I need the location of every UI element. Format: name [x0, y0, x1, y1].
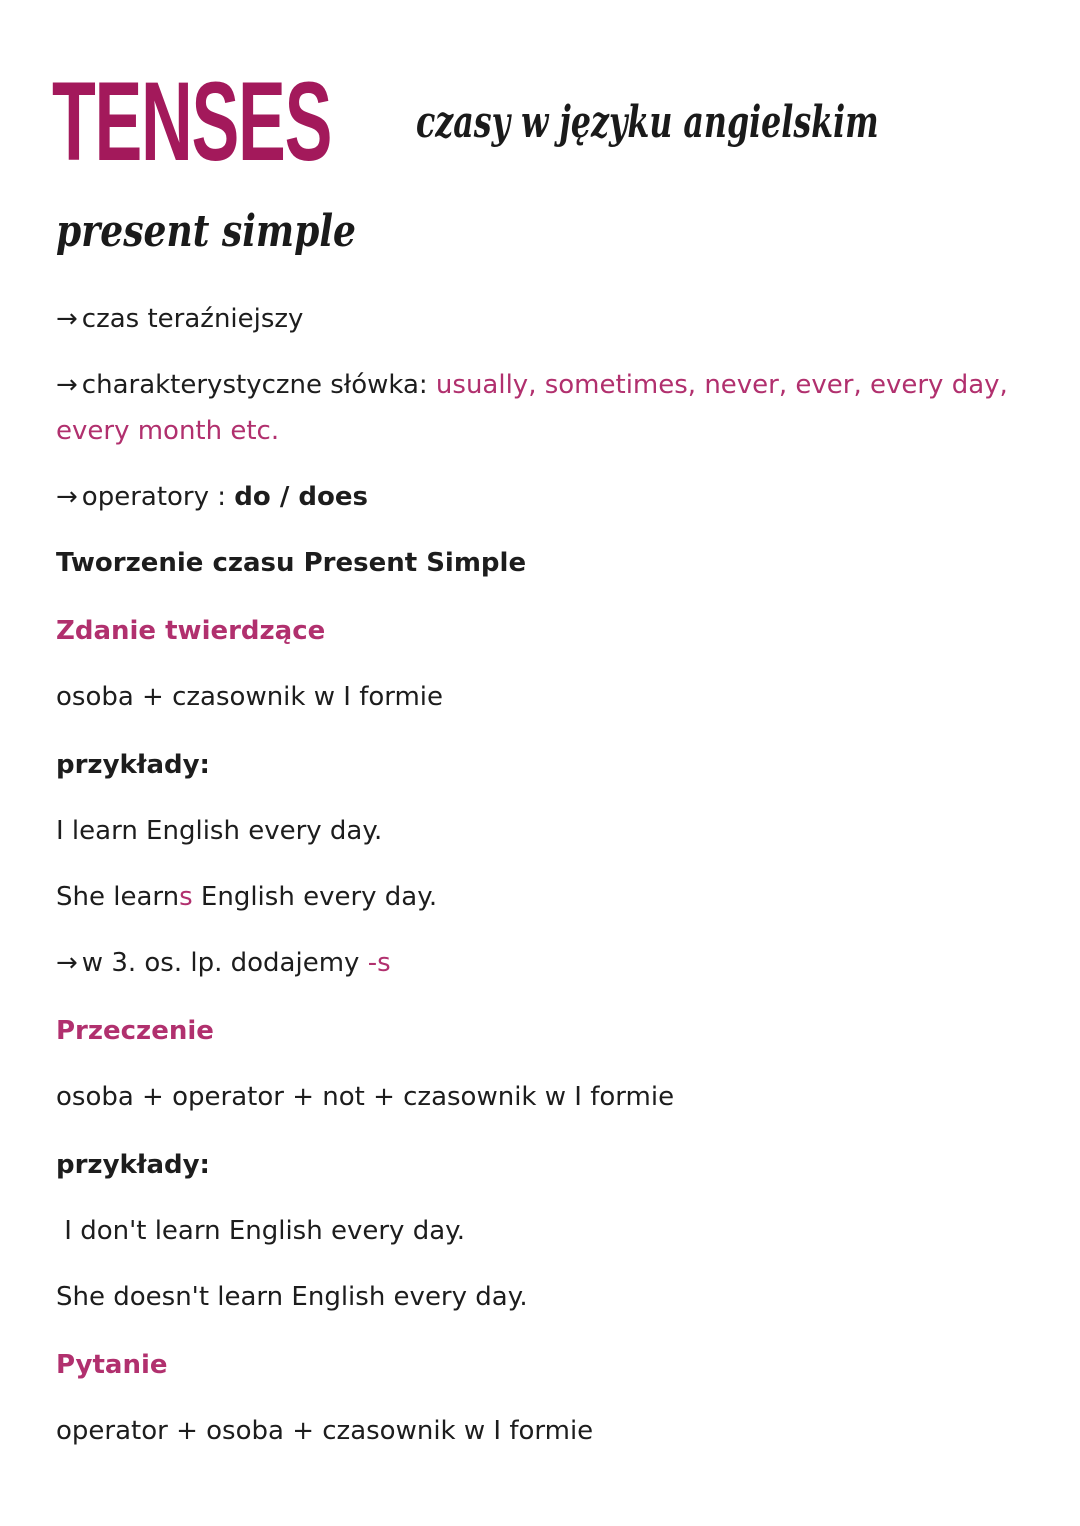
tense-name-line — [56, 302, 303, 336]
third-person-note — [56, 946, 391, 980]
operators-value: do / does — [234, 482, 368, 512]
arrow-icon: → — [56, 948, 78, 978]
negative-example-2: She doesn't learn English every day. — [56, 1282, 528, 1312]
affirmative-heading: Zdanie twierdzące — [56, 616, 326, 646]
example-text: English every day. — [192, 882, 438, 912]
keywords-list-continued: every month etc. — [56, 416, 280, 446]
arrow-icon: → — [56, 370, 78, 400]
note-text: w 3. os. lp. dodajemy — [81, 948, 368, 978]
page-subtitle: czasy w języku angielskim — [416, 97, 879, 148]
negative-heading: Przeczenie — [56, 1016, 214, 1046]
negative-examples-label: przykłady: — [56, 1150, 210, 1180]
keywords-line — [56, 368, 1008, 402]
operators-label: operatory : — [81, 482, 235, 512]
question-formula: operator + osoba + czasownik w I formie — [56, 1416, 594, 1446]
affirmative-examples-label: przykłady: — [56, 750, 210, 780]
affirmative-example-2 — [56, 880, 437, 914]
note-highlight: -s — [367, 948, 391, 978]
page-title: TENSES — [52, 59, 332, 184]
negative-formula: osoba + operator + not + czasownik w I formie — [56, 1082, 675, 1112]
question-heading: Pytanie — [56, 1350, 168, 1380]
affirmative-example-1: I learn English every day. — [56, 816, 383, 846]
section-title: present simple — [56, 206, 357, 257]
tense-name: czas teraźniejszy — [81, 304, 304, 334]
operators-line — [56, 480, 368, 514]
negative-example-1: I don't learn English every day. — [56, 1216, 466, 1246]
keywords-label: charakterystyczne słówka: — [81, 370, 436, 400]
keywords-list: usually, sometimes, never, ever, every day, — [435, 370, 1008, 400]
arrow-icon: → — [56, 304, 78, 334]
arrow-icon: → — [56, 482, 78, 512]
suffix-highlight: s — [179, 882, 193, 912]
example-text: She learn — [56, 882, 180, 912]
formation-title: Tworzenie czasu Present Simple — [56, 548, 527, 578]
affirmative-formula: osoba + czasownik w I formie — [56, 682, 444, 712]
